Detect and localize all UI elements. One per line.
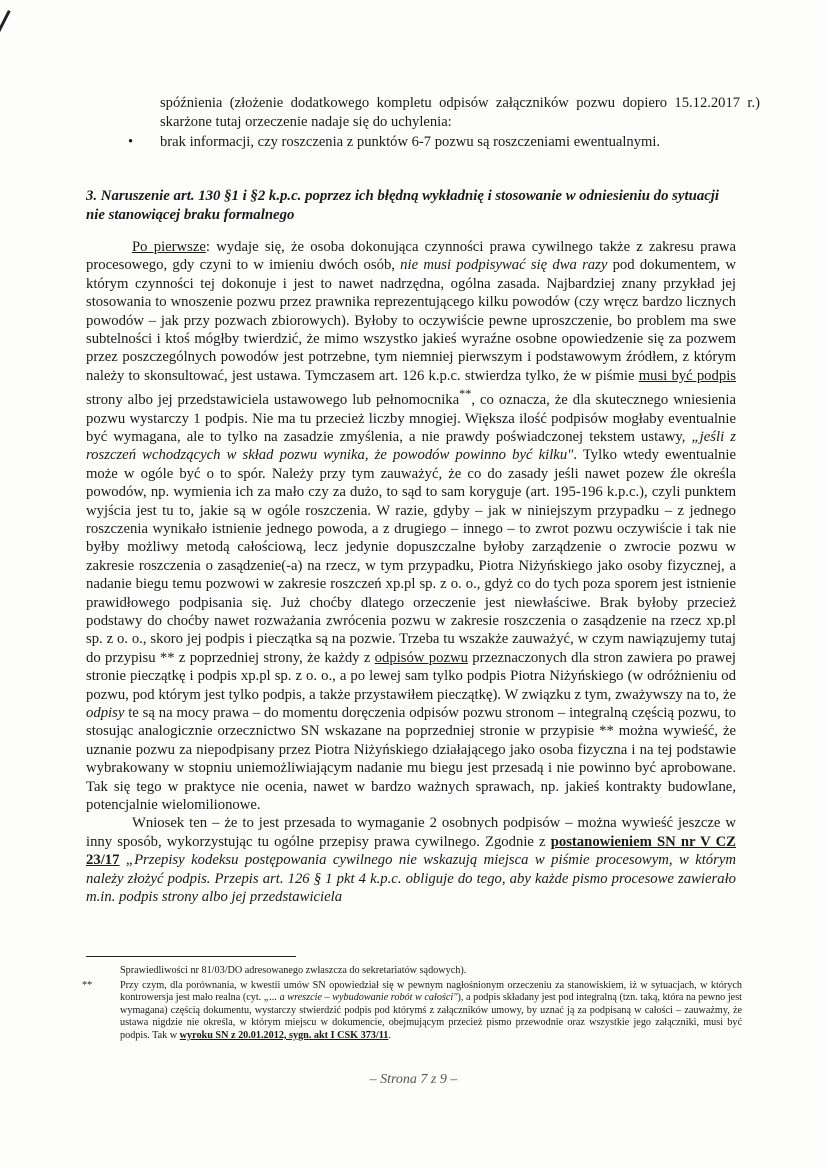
paragraph-1: [86, 238, 736, 814]
p1-text-c: strony albo jej przedstawiciela ustawowego lub pełnomocnika: [86, 392, 460, 409]
footnote-marker: **: [82, 980, 93, 991]
footnote-text: [120, 980, 742, 1042]
fn2-italic: „... a wreszcie – wybudowanie robót w całości": [263, 992, 458, 1004]
bullet-icon: •: [128, 134, 134, 150]
p2-italic-quote: „Przepisy kodeksu postępowania cywilnego nie wskazują miejsca w piśmie procesowym, w którym należy złożyć podpis. Przepis art. 126 § 1 pkt 4 k.p.c. obliguje do tego, aby każde pismo procesowe zawierało m.in. podpis strony albo jej przedstawiciela: [86, 852, 736, 906]
bullet-text: brak informacji, czy roszczenia z punktów 6-7 pozwu są roszczeniami ewentualnymi.: [160, 134, 661, 150]
pen-stroke-mark: [0, 10, 11, 163]
p1-text-e: . Tylko wtedy ewentualnie może w ogóle być o to spór. Należy przy tym zauważyć, że co do zasady jeśli nawet pozew źle określa powodów, np. wymienia ich za mało czy za dużo, to sąd to sam koryguje (art. 195-196 k.p.c.), czyli punktem wyjścia jest tu to, jakie są w ogóle roszczenia. W razie, gdyby – jak w niniejszym przypadku – z jednego roszczenia wynikało istnienie jednego powoda, a z drugiego – innego – to zwrot pozwu oczywiście i tak nie byłby możliwy metodą całościową, lecz jedynie dopuszczalne byłoby zarządzenie o zwrocie pozwu w zakresie roszczenia o zasądzenie(-a) na rzecz, w tym przypadku, Piotra Niżyńskiego jako osoby fizycznej, a nadanie biegu temu pozwowi w zakresie roszczeń xp.pl sp. z o. o., gdyż co do tych poza sporem jest istnienie prawidłowego podpisania się. Już choćby dlatego orzeczenie jest niewłaściwe. Brak byłoby przecież podstawy do choćby nawet rozważania zwrócenia pozwu w zakresie roszczenia o zasądzenie na rzecz xp.pl sp. z o. o., skoro jej podpis i pieczątka są na pozwie. Trzeba tu wszakże zauważyć, w czym nawiązujemy tutaj do przypisu ** z poprzedniej strony, że każdy z: [86, 447, 736, 666]
section-heading: 3. Naruszenie art. 130 §1 i §2 k.p.c. poprzez ich błędną wykładnię i stosowanie w odniesieniu do sytuacji nie stanowiącej braku formalnego: [86, 188, 720, 223]
p2-bold-ref: postanowieniem SN nr V CZ 23/17: [86, 833, 736, 869]
paragraph-2: [86, 814, 736, 906]
p1-italic-a: nie musi podpisywać się dwa razy: [400, 257, 608, 274]
continuation-text: spóźnienia (złożenie dodatkowego kompletu odpisów załączników pozwu dopiero 15.12.2017 r.) skarżone tutaj orzeczenie nadaje się do uchylenia:: [160, 95, 760, 130]
fn2-text-c: .: [388, 1029, 391, 1041]
p2-text-a: Wniosek ten – że to jest przesada to wymaganie 2 osobnych podpisów – można wywieść jeszcze w inny sposób, wykorzystując tu ogólne przepisy prawa cywilnego. Zgodnie z: [86, 815, 736, 850]
footnote-ref: **: [459, 387, 472, 402]
p1-lead: Po pierwsze: [132, 239, 206, 255]
p1-underline-a: musi być podpis: [638, 367, 736, 384]
page-number: – Strona 7 z 9 –: [369, 1072, 458, 1087]
p1-text-b: pod dokumentem, w którym czynności tej dokonuje i jest to nawet nadrzędna, ogólna zasada. Najbardziej znany przykład jej stosowania to wnoszenie pozwu przez prawnika reprezentującego kilku powodów (czy wręcz bardzo licznych powodów – jak przy pozwach zbiorowych). Byłoby to oczywiście pewne uproszczenie, bo problem ma swe subtelności i ktoś mógłby twierdzić, że mimo wszystko jakieś wyraźne osobne opowiedzenie się za pozwem przez poszczególnych powodów jest potrzebne, tym niemniej pierwszym i podstawowym źródłem, z którym należy to skonsultować, jest ustawa. Tymczasem art. 126 k.p.c. stwierdza tylko, że w piśmie: [86, 257, 737, 384]
p1-italic-quote: „jeśli z roszczeń wchodzących w skład pozwu wynika, że powodów powinno być kilku": [86, 428, 736, 464]
p1-underline-b: odpisów pozwu: [374, 649, 468, 666]
fn2-text-a: Przy czym, dla porównania, w kwestii umów SN opowiedział się w pewnym nagłośnionym orzeczeniu za stanowiskiem, iż w sytuacjach, w których kontrowersja jest mało realna (cyt.: [120, 980, 742, 1004]
p1-text-f: przeznaczonych dla stron zawiera po prawej stronie pieczątkę i podpis xp.pl sp. z o. o., a po lewej sam tylko podpis Piotra Niżyńskiego (w odróżnieniu od pozwu, pod którym jest tylko podpis, a także przystawiłem pieczątkę). W związku z tym, zważywszy na to, że: [86, 649, 736, 703]
body-text: [86, 238, 736, 907]
p1-text-d: , co oznacza, że dla skutecznego wniesienia pozwu wystarczy 1 podpis. Nie ma tu przecież liczby mnogiej. Większa ilość podpisów mogłaby eventualnie być wymagana, ale to tylko na zasadzie zmyślenia, a nie prawdy poświadczonej tekstem ustawy,: [86, 392, 737, 445]
fn2-ruling-ref: wyroku SN z 20.01.2012, sygn. akt I CSK 373/11: [179, 1029, 389, 1041]
p1-italic-b: odpisy: [86, 705, 125, 722]
p1-text-a: : wydaje się, że osoba dokonująca czynności prawa cywilnego także z zakresu prawa procesowego, gdy czyni to w imieniu dwóch osób,: [86, 239, 736, 274]
p1-text-g: te są na mocy prawa – do momentu doręczenia odpisów pozwu stronom – integralną częścią pozwu, to stosując analogicznie orzecznictwo SN wskazane na poprzedniej stronie w przypisie ** można wywieść, że uznanie pozwu za niepodpisany przez Piotra Niżyńskiego działającego jako osoba fizyczna i na tej podstawie wybrakowany w stopniu uniemożliwiającym nadanie mu biegu jest przesadą i nie powinno być aprobowane. Tak się tego w praktyce nie ocenia, nawet w bardzo ważnych sprawach, np. jakieś kontrakty budowlane, potencjalnie wielomilionowe.: [86, 705, 736, 814]
footnote-continuation: Sprawiedliwości nr 81/03/DO adresowanego zwłaszcza do sekretariatów sądowych).: [120, 965, 467, 976]
footnote-divider: [86, 956, 296, 957]
fn2-text-b: ), a podpis składany jest pod integralną (tzn. taką, która na pewno jest wymagana) częścią dokumentu, wystarczy stwierdzić podpis pod którymś z załączników umowy, by uznać ją za podpisaną w całości – zauważmy, że ustawa nigdzie nie określa, w którym miejscu w dokumencie, obejmującym przecież pismo przewodnie oraz wszystkie jego załączniki, musi być podpis. Tak w: [120, 992, 742, 1041]
